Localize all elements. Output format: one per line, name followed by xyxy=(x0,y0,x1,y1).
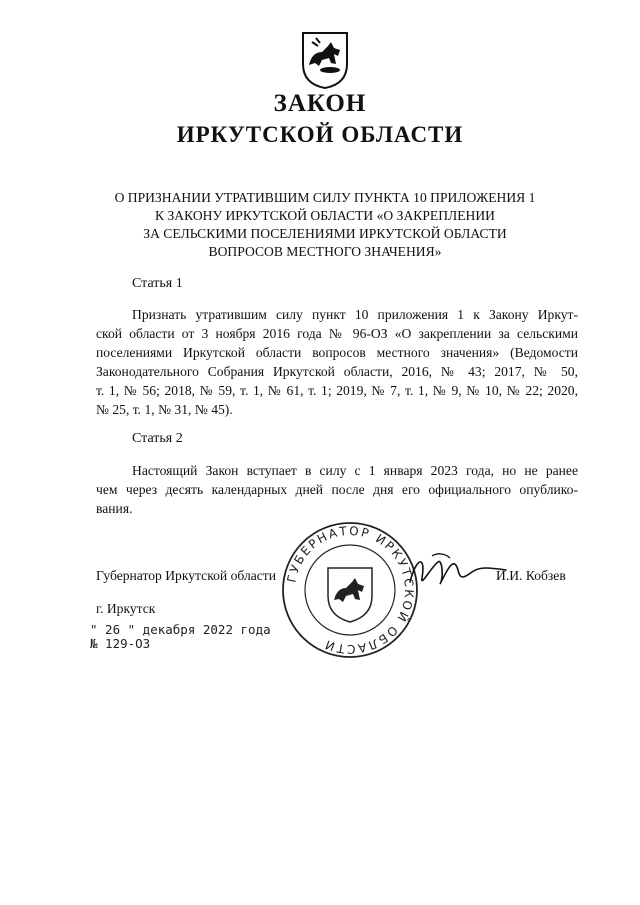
article-2-heading: Статья 2 xyxy=(132,431,183,446)
body-line: поселениями Иркутской области вопросов местного значения» (Ведомости xyxy=(96,345,578,360)
article-1-heading: Статья 1 xyxy=(132,276,183,291)
subject-line: К ЗАКОНУ ИРКУТСКОЙ ОБЛАСТИ «О ЗАКРЕПЛЕНИИ xyxy=(155,208,495,223)
law-title: ЗАКОН xyxy=(273,90,367,117)
official-seal xyxy=(280,520,420,660)
article-2-body xyxy=(96,461,578,518)
coat-of-arms-icon xyxy=(300,30,350,90)
subject-line: ЗА СЕЛЬСКИМИ ПОСЕЛЕНИЯМИ ИРКУТСКОЙ ОБЛАСТИ xyxy=(143,226,507,241)
signing-date: " 26 " декабря 2022 года xyxy=(90,622,271,637)
signatory-position: Губернатор Иркутской области xyxy=(96,568,277,583)
body-line: ской области от 3 ноября 2016 года № 96-ОЗ «О закреплении за сельскими xyxy=(96,326,578,341)
law-subject xyxy=(95,189,555,261)
signing-city: г. Иркутск xyxy=(96,601,156,616)
body-line: чем через десять календарных дней после дня его официального опублико- xyxy=(96,482,578,497)
body-line: Настоящий Закон вступает в силу с 1 января 2023 года, но не ранее xyxy=(132,463,578,478)
subject-line: О ПРИЗНАНИИ УТРАТИВШИМ СИЛУ ПУНКТА 10 ПРИЛОЖЕНИЯ 1 xyxy=(114,190,536,205)
region-title: ИРКУТСКОЙ ОБЛАСТИ xyxy=(176,122,464,147)
seal-text: ГУБЕРНАТОР ИРКУТСКОЙ ОБЛАСТИ xyxy=(284,523,417,657)
body-line: т. 1, № 56; 2018, № 59, т. 1, № 61, т. 1; 2019, № 7, т. 1, № 9, № 10, № 22; 2020, xyxy=(96,383,578,398)
body-line: вания. xyxy=(96,501,133,516)
signatory-name: И.И. Кобзев xyxy=(496,568,566,583)
body-line: Признать утратившим силу пункт 10 приложения 1 к Закону Иркут- xyxy=(132,307,578,322)
subject-line: ВОПРОСОВ МЕСТНОГО ЗНАЧЕНИЯ» xyxy=(208,244,442,259)
body-line: Законодательного Собрания Иркутской области, 2016, № 43; 2017, № 50, xyxy=(96,364,578,379)
law-number: № 129-ОЗ xyxy=(90,636,151,651)
body-line: № 25, т. 1, № 31, № 45). xyxy=(96,402,233,417)
article-1-body xyxy=(96,305,578,419)
